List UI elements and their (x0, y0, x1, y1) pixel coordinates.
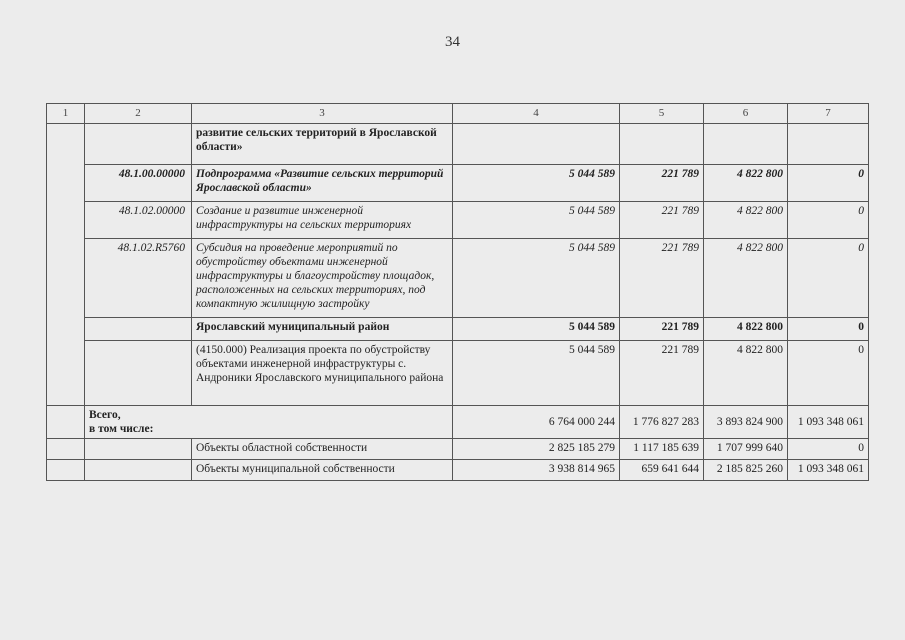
header-cell: 2 (85, 104, 192, 124)
breakdown-col-7: 0 (788, 439, 869, 460)
table-row (47, 202, 869, 239)
classification-code (85, 318, 192, 341)
classification-code: 48.1.02.R5760 (85, 239, 192, 318)
breakdown-col-7: 1 093 348 061 (788, 460, 869, 481)
header-cell: 1 (47, 104, 85, 124)
value-col-7 (788, 124, 869, 165)
breakdown-row (47, 439, 869, 460)
header-cell: 3 (192, 104, 453, 124)
value-col-7: 0 (788, 341, 869, 406)
empty-cell (85, 460, 192, 481)
value-col-4: 5 044 589 (453, 318, 620, 341)
empty-cell (47, 460, 85, 481)
classification-code: 48.1.02.00000 (85, 202, 192, 239)
value-col-6: 4 822 800 (704, 318, 788, 341)
table-row (47, 239, 869, 318)
table-row (47, 318, 869, 341)
column-number-header (47, 104, 869, 124)
classification-code (85, 124, 192, 165)
value-col-5: 221 789 (620, 239, 704, 318)
breakdown-col-4: 3 938 814 965 (453, 460, 620, 481)
total-col-7: 1 093 348 061 (788, 406, 869, 439)
total-row (47, 406, 869, 439)
value-col-7: 0 (788, 239, 869, 318)
breakdown-name: Объекты муниципальной собственности (192, 460, 453, 481)
value-col-6: 4 822 800 (704, 341, 788, 406)
empty-cell (47, 406, 85, 439)
item-name: (4150.000) Реализация проекта по обустройству объектами инженерной инфраструктуры с. Андроники Ярославского муниципального района (192, 341, 453, 406)
value-col-5: 221 789 (620, 202, 704, 239)
value-col-5 (620, 124, 704, 165)
breakdown-col-5: 659 641 644 (620, 460, 704, 481)
empty-cell (47, 124, 85, 406)
table-row (47, 124, 869, 165)
value-col-6 (704, 124, 788, 165)
item-name: Подпрограмма «Развитие сельских территорий Ярославской области» (192, 165, 453, 202)
budget-table (46, 103, 869, 481)
value-col-4: 5 044 589 (453, 341, 620, 406)
value-col-4: 5 044 589 (453, 202, 620, 239)
value-col-5: 221 789 (620, 318, 704, 341)
header-cell: 7 (788, 104, 869, 124)
total-label: Всего, в том числе: (85, 406, 453, 439)
breakdown-col-5: 1 117 185 639 (620, 439, 704, 460)
header-cell: 4 (453, 104, 620, 124)
header-cell: 5 (620, 104, 704, 124)
classification-code (85, 341, 192, 406)
table-row (47, 341, 869, 406)
value-col-5: 221 789 (620, 165, 704, 202)
empty-cell (85, 439, 192, 460)
page-number: 34 (445, 34, 460, 50)
item-name: развитие сельских территорий в Ярославской области» (192, 124, 453, 165)
table-row (47, 165, 869, 202)
item-name: Субсидия на проведение мероприятий по обустройству объектами инженерной инфраструктуры и благоустройству площадок, расположенных на сельских территориях, под компактную жилищную застройку (192, 239, 453, 318)
value-col-4: 5 044 589 (453, 165, 620, 202)
value-col-4: 5 044 589 (453, 239, 620, 318)
breakdown-col-4: 2 825 185 279 (453, 439, 620, 460)
breakdown-col-6: 2 185 825 260 (704, 460, 788, 481)
empty-cell (47, 439, 85, 460)
breakdown-name: Объекты областной собственности (192, 439, 453, 460)
total-col-5: 1 776 827 283 (620, 406, 704, 439)
value-col-4 (453, 124, 620, 165)
value-col-7: 0 (788, 202, 869, 239)
value-col-7: 0 (788, 165, 869, 202)
value-col-5: 221 789 (620, 341, 704, 406)
breakdown-col-6: 1 707 999 640 (704, 439, 788, 460)
value-col-6: 4 822 800 (704, 165, 788, 202)
value-col-6: 4 822 800 (704, 239, 788, 318)
item-name: Создание и развитие инженерной инфраструктуры на сельских территориях (192, 202, 453, 239)
total-col-6: 3 893 824 900 (704, 406, 788, 439)
classification-code: 48.1.00.00000 (85, 165, 192, 202)
header-cell: 6 (704, 104, 788, 124)
item-name: Ярославский муниципальный район (192, 318, 453, 341)
total-col-4: 6 764 000 244 (453, 406, 620, 439)
breakdown-row (47, 460, 869, 481)
value-col-6: 4 822 800 (704, 202, 788, 239)
value-col-7: 0 (788, 318, 869, 341)
